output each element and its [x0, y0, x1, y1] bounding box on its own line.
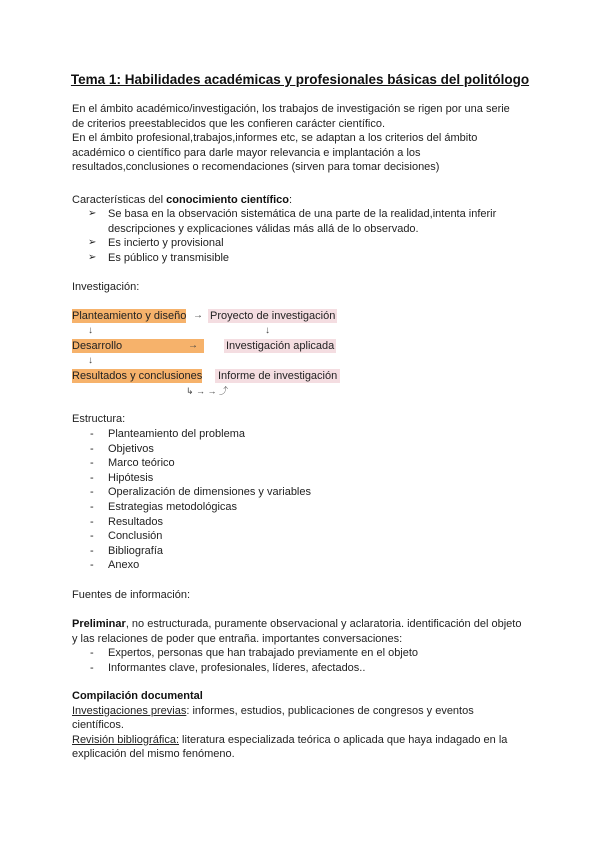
list-item: ➢ Es incierto y provisional	[88, 237, 224, 250]
list-item: - Operalización de dimensiones y variables	[90, 486, 311, 499]
list-item: ➢ Es público y transmisible	[88, 252, 230, 265]
arrow-bullet-icon: ➢	[88, 252, 97, 264]
flow-step-planteamiento: Planteamiento y diseño	[72, 310, 187, 322]
list-item: - Informantes clave, profesionales, líderes, afectados..	[90, 661, 366, 674]
list-item: - Objetivos	[90, 442, 154, 455]
preliminar-bold: Preliminar	[72, 618, 126, 630]
intro-line: académico o científico para darle mayor relevancia e implantación a los	[72, 146, 421, 159]
intro-line: En el ámbito académico/investigación, los trabajos de investigación se rigen por una serie	[72, 103, 510, 115]
intro-paragraph	[72, 102, 532, 175]
estructura-heading: Estructura:	[72, 413, 126, 425]
list-item: - Anexo	[90, 559, 140, 572]
investigacion-heading: Investigación:	[72, 281, 140, 293]
arrow-down-icon: ↓	[265, 325, 270, 336]
flow-output-proyecto: Proyecto de investigación	[210, 310, 336, 322]
flow-step-desarrollo: Desarrollo	[72, 339, 204, 353]
list-item: - Hipótesis	[90, 471, 154, 484]
list-item: - Planteamiento del problema	[90, 428, 245, 440]
list-item: - Bibliografía	[90, 544, 164, 557]
intro-line: de criterios preestablecidos que les confieren carácter científico.	[72, 117, 386, 130]
list-item: - Resultados	[90, 515, 164, 528]
estructura-list	[90, 427, 530, 573]
list-item: - Marco teórico	[90, 457, 175, 470]
arrow-bullet-icon: ➢	[88, 237, 97, 249]
list-item: - Estrategias metodológicas	[90, 500, 238, 513]
page-title: Tema 1: Habilidades académicas y profesionales básicas del politólogo	[70, 72, 530, 87]
arrow-right-icon: →	[193, 310, 203, 321]
intro-line: En el ámbito profesional,trabajos,informes etc, se adaptan a los criterios del ámbito	[72, 132, 478, 145]
flow-step-resultados: Resultados y conclusiones	[72, 370, 203, 382]
fuentes-heading: Fuentes de información:	[72, 589, 191, 601]
list-item: ➢ Se basa en la observación sistemática de una parte de la realidad,intenta inferir descripciones y explicaciones válidas más allá de lo observado.	[88, 208, 497, 235]
flow-output-informe: Informe de investigación	[215, 369, 340, 383]
loop-arrow-icon: ↳ → → ⤴	[186, 386, 229, 396]
compilacion-heading: Compilación documental	[72, 690, 203, 702]
arrow-right-icon: →	[188, 340, 198, 351]
arrow-down-icon: ↓	[88, 355, 93, 366]
investigaciones-previas-label: Investigaciones previas	[72, 704, 187, 717]
preliminar-list	[90, 646, 530, 675]
caracteristicas-bold: conocimiento científico	[166, 194, 290, 206]
caracteristicas-heading: Características del conocimiento científico:	[72, 194, 293, 206]
list-item: - Expertos, personas que han trabajado previamente en el objeto	[90, 647, 419, 659]
compilacion-section: Compilación documental Investigaciones previas: informes, estudios, publicaciones de congresos y eventos científicos. Revisión bibliográfica: literatura especializada teórica o aplicada que haya indagado en la explicación del mismo fenómeno.	[72, 690, 508, 761]
flow-output-aplicada: Investigación aplicada	[226, 340, 335, 352]
arrow-down-icon: ↓	[88, 325, 93, 336]
list-item: - Conclusión	[90, 530, 163, 543]
intro-line: resultados,conclusiones o recomendaciones (sirven para tomar decisiones)	[72, 161, 440, 174]
arrow-bullet-icon: ➢	[88, 208, 97, 219]
revision-bibliografica-label: Revisión bibliográfica:	[72, 733, 179, 746]
caracteristicas-list	[88, 207, 518, 266]
preliminar-paragraph: Preliminar, no estructurada, puramente observacional y aclaratoria. identificación del objeto y las relaciones de poder que entraña. importantes conversaciones:	[72, 618, 522, 645]
